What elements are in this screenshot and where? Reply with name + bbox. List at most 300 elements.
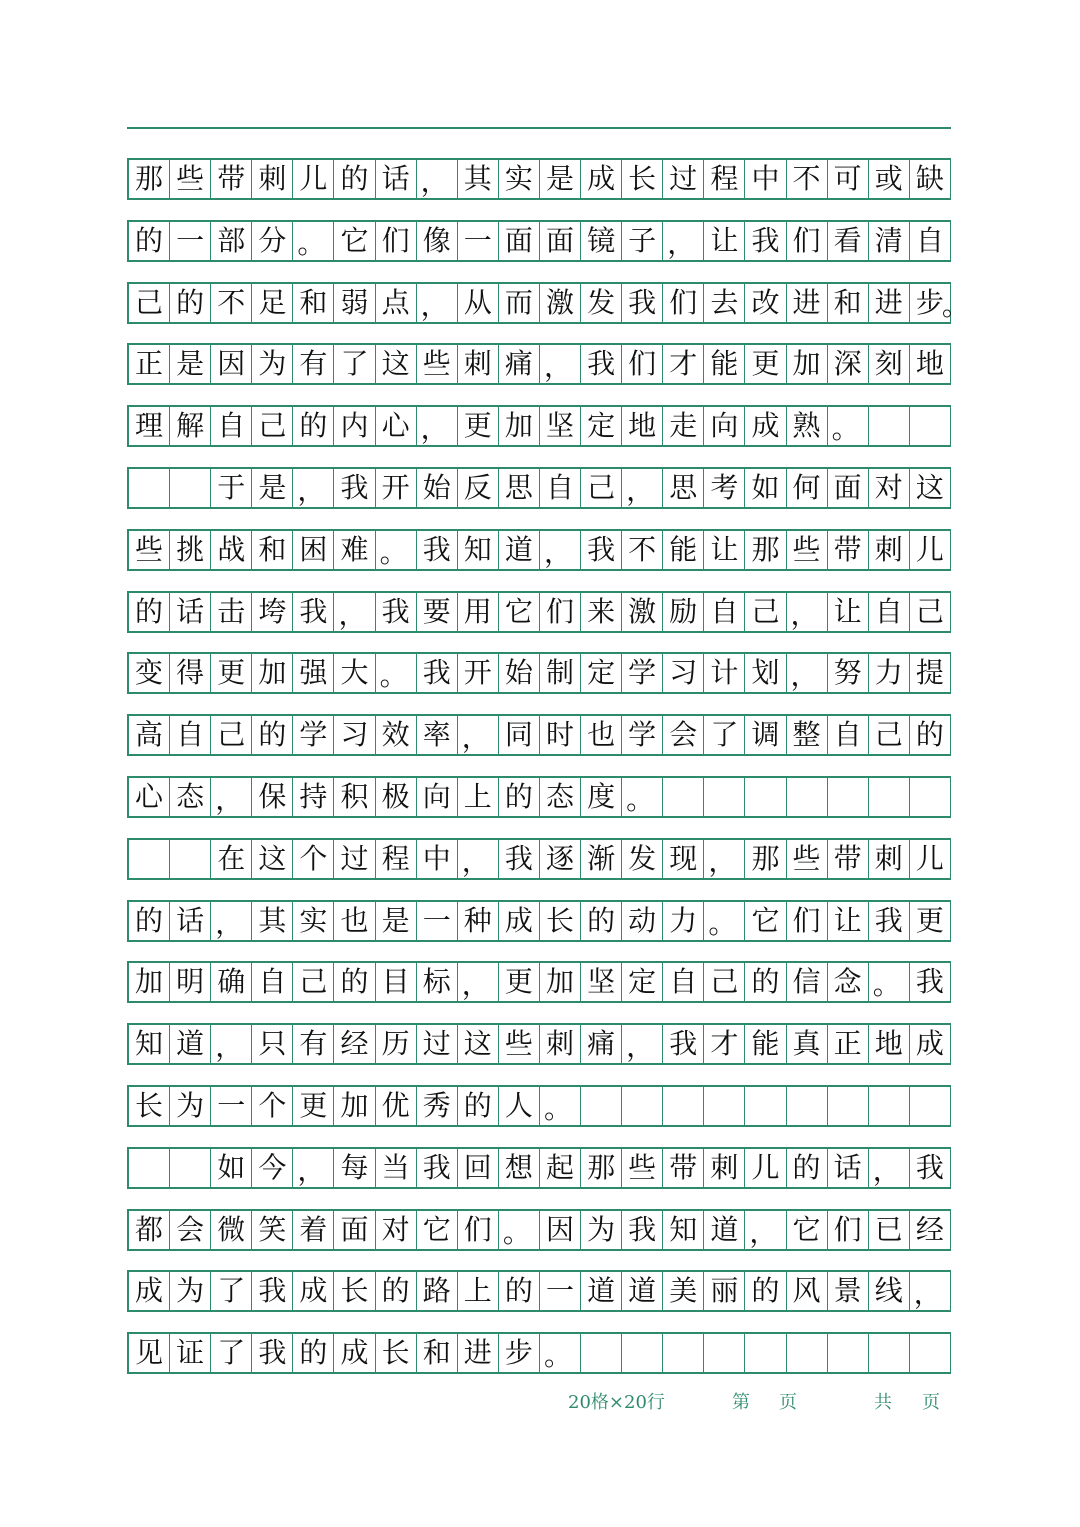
grid-cell: 过 <box>663 160 704 198</box>
grid-cell: 努 <box>828 654 869 692</box>
grid-cell <box>787 1334 828 1372</box>
grid-cell <box>663 1087 704 1125</box>
grid-cell: 因 <box>540 1211 581 1249</box>
grid-cell: 笑 <box>252 1211 293 1249</box>
grid-cell: 改 <box>745 284 786 322</box>
grid-cell: ， <box>417 284 458 322</box>
grid-cell: 地 <box>622 407 663 445</box>
grid-cell: 们 <box>622 345 663 383</box>
grid-cell: 了 <box>334 345 375 383</box>
grid-cell: 定 <box>581 654 622 692</box>
grid-cell: 进 <box>869 284 910 322</box>
grid-cell: 成 <box>745 407 786 445</box>
grid-cell: 更 <box>293 1087 334 1125</box>
grid-cell: 何 <box>787 469 828 507</box>
grid-cell: 这 <box>910 469 951 507</box>
page-number-prefix: 第 <box>732 1392 750 1413</box>
grid-cell: 些 <box>170 160 211 198</box>
grid-cell: 当 <box>376 1149 417 1187</box>
grid-cell: 。 <box>869 963 910 1001</box>
grid-cell: 更 <box>910 902 951 940</box>
grid-cell: 开 <box>458 654 499 692</box>
grid-cell: 我 <box>581 531 622 569</box>
grid-cell <box>581 1087 622 1125</box>
grid-cell: 励 <box>663 593 704 631</box>
grid-row <box>127 529 951 571</box>
grid-cell: 景 <box>828 1272 869 1310</box>
grid-cell: 些 <box>787 531 828 569</box>
grid-cell: 经 <box>910 1211 951 1249</box>
grid-cell: 痛 <box>499 345 540 383</box>
grid-row <box>127 591 951 633</box>
grid-cell: 调 <box>745 716 786 754</box>
grid-cell: 话 <box>828 1149 869 1187</box>
grid-cell: 我 <box>376 593 417 631</box>
grid-cell <box>869 778 910 816</box>
grid-cell: 加 <box>334 1087 375 1125</box>
grid-cell: 程 <box>704 160 745 198</box>
grid-cell: 道 <box>704 1211 745 1249</box>
grid-cell: 想 <box>499 1149 540 1187</box>
grid-cell: 从 <box>458 284 499 322</box>
grid-cell: 起 <box>540 1149 581 1187</box>
grid-cell: 自 <box>828 716 869 754</box>
grid-cell <box>828 1334 869 1372</box>
grid-cell: 长 <box>376 1334 417 1372</box>
grid-cell: 清 <box>869 222 910 260</box>
grid-cell: 定 <box>581 407 622 445</box>
grid-cell <box>170 1149 211 1187</box>
grid-row <box>127 282 970 324</box>
grid-cell: 去 <box>704 284 745 322</box>
grid-cell: 同 <box>499 716 540 754</box>
grid-cell: 是 <box>170 345 211 383</box>
grid-cell: 或 <box>869 160 910 198</box>
grid-cell: 见 <box>129 1334 170 1372</box>
grid-cell: ， <box>458 963 499 1001</box>
grid-cell: 带 <box>828 840 869 878</box>
overflow-punctuation: 。 <box>941 288 970 322</box>
grid-cell: 些 <box>622 1149 663 1187</box>
grid-cell: 它 <box>745 902 786 940</box>
grid-cell: 自 <box>211 407 252 445</box>
grid-cell: 熟 <box>787 407 828 445</box>
grid-cell: 也 <box>581 716 622 754</box>
grid-cell: 让 <box>704 222 745 260</box>
grid-cell: 我 <box>417 531 458 569</box>
grid-cell: 了 <box>211 1334 252 1372</box>
grid-cell: 着 <box>293 1211 334 1249</box>
grid-cell: 话 <box>170 902 211 940</box>
grid-cell: 种 <box>458 902 499 940</box>
grid-cell: 发 <box>622 840 663 878</box>
grid-cell: 美 <box>663 1272 704 1310</box>
grid-cell: 那 <box>745 840 786 878</box>
grid-cell: 刺 <box>458 345 499 383</box>
grid-cell: 自 <box>910 222 951 260</box>
manuscript-grid <box>127 158 970 1394</box>
grid-cell <box>745 1087 786 1125</box>
grid-cell: 。 <box>828 407 869 445</box>
grid-cell: 动 <box>622 902 663 940</box>
page-total-prefix: 共 <box>874 1392 892 1413</box>
grid-cell: 学 <box>622 716 663 754</box>
grid-cell: 一 <box>417 902 458 940</box>
grid-row <box>127 467 951 509</box>
grid-cell: 长 <box>540 902 581 940</box>
grid-cell: 知 <box>458 531 499 569</box>
grid-cell: 步 <box>499 1334 540 1372</box>
grid-row <box>127 776 951 818</box>
grid-cell: 自 <box>869 593 910 631</box>
grid-cell: ， <box>910 1272 951 1310</box>
grid-cell: 持 <box>293 778 334 816</box>
grid-cell: 为 <box>252 345 293 383</box>
grid-cell: 过 <box>417 1025 458 1063</box>
grid-cell: 那 <box>745 531 786 569</box>
grid-cell: 而 <box>499 284 540 322</box>
grid-cell: 面 <box>499 222 540 260</box>
grid-cell: 现 <box>663 840 704 878</box>
grid-cell: ， <box>663 222 704 260</box>
grid-cell: 己 <box>704 963 745 1001</box>
grid-cell: 那 <box>129 160 170 198</box>
grid-cell: 我 <box>334 469 375 507</box>
grid-cell: 长 <box>129 1087 170 1125</box>
grid-cell: 度 <box>581 778 622 816</box>
grid-cell: 态 <box>540 778 581 816</box>
grid-cell: 效 <box>376 716 417 754</box>
page-number-suffix: 页 <box>779 1392 797 1413</box>
grid-cell: 的 <box>334 963 375 1001</box>
grid-cell: 更 <box>211 654 252 692</box>
grid-cell: 了 <box>211 1272 252 1310</box>
grid-cell: 我 <box>869 902 910 940</box>
grid-cell: 知 <box>129 1025 170 1063</box>
grid-cell: 深 <box>828 345 869 383</box>
grid-cell: 对 <box>869 469 910 507</box>
grid-cell: 向 <box>417 778 458 816</box>
grid-row <box>127 220 951 262</box>
grid-cell: 定 <box>622 963 663 1001</box>
grid-cell: 它 <box>787 1211 828 1249</box>
grid-cell: 了 <box>704 716 745 754</box>
grid-cell: 我 <box>745 222 786 260</box>
grid-cell: 为 <box>581 1211 622 1249</box>
grid-cell: 足 <box>252 284 293 322</box>
grid-cell: 率 <box>417 716 458 754</box>
grid-cell: ， <box>293 1149 334 1187</box>
grid-cell: 力 <box>663 902 704 940</box>
grid-cell: 步 。 <box>910 284 951 322</box>
grid-cell: 标 <box>417 963 458 1001</box>
grid-cell: 的 <box>458 1087 499 1125</box>
grid-cell: 加 <box>787 345 828 383</box>
grid-cell: 习 <box>663 654 704 692</box>
grid-cell: 真 <box>787 1025 828 1063</box>
grid-cell: 可 <box>828 160 869 198</box>
grid-cell <box>828 1087 869 1125</box>
grid-cell: ， <box>540 531 581 569</box>
grid-cell: 成 <box>499 902 540 940</box>
grid-cell: 。 <box>540 1087 581 1125</box>
grid-cell: 带 <box>663 1149 704 1187</box>
grid-cell: 儿 <box>910 531 951 569</box>
grid-cell <box>129 840 170 878</box>
grid-cell: 思 <box>663 469 704 507</box>
grid-spec-label: 20格×20行 <box>568 1392 665 1413</box>
grid-cell: 路 <box>417 1272 458 1310</box>
grid-cell: 上 <box>458 778 499 816</box>
grid-cell: 发 <box>581 284 622 322</box>
grid-cell: 自 <box>170 716 211 754</box>
grid-cell: 激 <box>622 593 663 631</box>
grid-cell: ， <box>458 840 499 878</box>
grid-cell: 部 <box>211 222 252 260</box>
grid-cell: 它 <box>499 593 540 631</box>
grid-cell: 为 <box>170 1272 211 1310</box>
grid-cell: 带 <box>828 531 869 569</box>
grid-cell: 进 <box>787 284 828 322</box>
grid-cell: 的 <box>334 160 375 198</box>
grid-cell: 丽 <box>704 1272 745 1310</box>
grid-row <box>127 1085 951 1127</box>
grid-cell: 一 <box>540 1272 581 1310</box>
grid-cell: 刺 <box>704 1149 745 1187</box>
grid-cell <box>787 778 828 816</box>
grid-cell <box>129 1149 170 1187</box>
grid-cell: 只 <box>252 1025 293 1063</box>
grid-cell: 自 <box>663 963 704 1001</box>
grid-cell: 强 <box>293 654 334 692</box>
grid-cell: 才 <box>704 1025 745 1063</box>
grid-cell: 的 <box>787 1149 828 1187</box>
grid-cell: 缺 <box>910 160 951 198</box>
grid-cell: 上 <box>458 1272 499 1310</box>
grid-cell: 成 <box>293 1272 334 1310</box>
grid-cell: 是 <box>540 160 581 198</box>
grid-cell: 我 <box>417 654 458 692</box>
grid-cell <box>704 1087 745 1125</box>
grid-cell: 微 <box>211 1211 252 1249</box>
grid-cell: 的 <box>910 716 951 754</box>
grid-cell: 它 <box>334 222 375 260</box>
grid-cell: 计 <box>704 654 745 692</box>
grid-cell: ， <box>211 778 252 816</box>
grid-cell: 的 <box>499 1272 540 1310</box>
grid-cell: 。 <box>293 222 334 260</box>
grid-cell: 学 <box>622 654 663 692</box>
grid-cell: 这 <box>376 345 417 383</box>
grid-cell: 己 <box>211 716 252 754</box>
grid-cell: 的 <box>293 407 334 445</box>
grid-cell: 们 <box>787 222 828 260</box>
grid-cell: 对 <box>376 1211 417 1249</box>
grid-cell: 儿 <box>293 160 334 198</box>
grid-cell: 能 <box>745 1025 786 1063</box>
grid-cell: 。 <box>622 778 663 816</box>
grid-cell: 子 <box>622 222 663 260</box>
grid-cell: 渐 <box>581 840 622 878</box>
grid-cell: 大 <box>334 654 375 692</box>
grid-cell: 我 <box>910 1149 951 1187</box>
grid-cell: 我 <box>252 1272 293 1310</box>
grid-cell: 会 <box>170 1211 211 1249</box>
grid-cell: 如 <box>745 469 786 507</box>
grid-cell: 积 <box>334 778 375 816</box>
grid-cell: 走 <box>663 407 704 445</box>
grid-cell: 们 <box>828 1211 869 1249</box>
grid-cell: 的 <box>129 902 170 940</box>
grid-cell: 自 <box>704 593 745 631</box>
grid-cell: 刺 <box>252 160 293 198</box>
grid-row <box>127 1209 951 1251</box>
grid-cell: 垮 <box>252 593 293 631</box>
grid-cell: 能 <box>704 345 745 383</box>
grid-cell: 有 <box>293 1025 334 1063</box>
grid-cell: 。 <box>499 1211 540 1249</box>
grid-cell: 中 <box>745 160 786 198</box>
grid-cell: 学 <box>293 716 334 754</box>
grid-cell: 我 <box>252 1334 293 1372</box>
grid-cell: 进 <box>458 1334 499 1372</box>
grid-cell: 时 <box>540 716 581 754</box>
grid-cell <box>129 469 170 507</box>
grid-cell <box>663 778 704 816</box>
grid-cell: 自 <box>252 963 293 1001</box>
grid-cell <box>869 1087 910 1125</box>
grid-cell: 己 <box>869 716 910 754</box>
grid-cell: 们 <box>663 284 704 322</box>
grid-cell: 整 <box>787 716 828 754</box>
grid-cell: 和 <box>417 1334 458 1372</box>
grid-cell <box>745 1334 786 1372</box>
grid-cell: 面 <box>828 469 869 507</box>
grid-cell <box>745 778 786 816</box>
grid-cell: 弱 <box>334 284 375 322</box>
grid-cell: 程 <box>376 840 417 878</box>
grid-cell: ， <box>334 593 375 631</box>
grid-cell: 逐 <box>540 840 581 878</box>
grid-cell: 用 <box>458 593 499 631</box>
grid-cell: ， <box>211 902 252 940</box>
grid-cell: 为 <box>170 1087 211 1125</box>
grid-cell: ， <box>704 840 745 878</box>
grid-cell: 保 <box>252 778 293 816</box>
grid-cell: 得 <box>170 654 211 692</box>
grid-cell: 些 <box>499 1025 540 1063</box>
grid-cell: 儿 <box>745 1149 786 1187</box>
grid-cell: 反 <box>458 469 499 507</box>
grid-row <box>127 900 951 942</box>
grid-cell: ， <box>622 469 663 507</box>
grid-cell: 刺 <box>540 1025 581 1063</box>
grid-cell: 习 <box>334 716 375 754</box>
grid-cell: 历 <box>376 1025 417 1063</box>
grid-cell: 在 <box>211 840 252 878</box>
grid-cell: 考 <box>704 469 745 507</box>
grid-cell: 人 <box>499 1087 540 1125</box>
grid-cell: 的 <box>252 716 293 754</box>
page-footer <box>127 1388 951 1412</box>
grid-cell: 都 <box>129 1211 170 1249</box>
grid-cell: 其 <box>252 902 293 940</box>
grid-cell: 目 <box>376 963 417 1001</box>
grid-row <box>127 1270 951 1312</box>
grid-row <box>127 961 951 1003</box>
grid-cell: 正 <box>828 1025 869 1063</box>
grid-cell: 的 <box>581 902 622 940</box>
grid-cell: 长 <box>334 1272 375 1310</box>
grid-cell: 加 <box>499 407 540 445</box>
grid-cell: 心 <box>376 407 417 445</box>
grid-cell: 开 <box>376 469 417 507</box>
grid-cell: 话 <box>170 593 211 631</box>
grid-cell: 自 <box>540 469 581 507</box>
grid-cell <box>869 407 910 445</box>
grid-cell: 道 <box>170 1025 211 1063</box>
grid-cell: 和 <box>828 284 869 322</box>
grid-cell: 会 <box>663 716 704 754</box>
grid-cell <box>787 1087 828 1125</box>
grid-cell: ， <box>787 654 828 692</box>
grid-cell: 于 <box>211 469 252 507</box>
grid-cell: 让 <box>828 593 869 631</box>
grid-cell: 道 <box>499 531 540 569</box>
grid-cell: 成 <box>334 1334 375 1372</box>
grid-cell: 我 <box>499 840 540 878</box>
grid-cell: 成 <box>129 1272 170 1310</box>
grid-cell: 我 <box>910 963 951 1001</box>
grid-cell: 点 <box>376 284 417 322</box>
grid-cell <box>910 407 951 445</box>
grid-row <box>127 1147 951 1189</box>
grid-cell: 高 <box>129 716 170 754</box>
grid-cell: 其 <box>458 160 499 198</box>
grid-cell: 和 <box>252 531 293 569</box>
grid-cell: 些 <box>417 345 458 383</box>
grid-cell: 有 <box>293 345 334 383</box>
grid-cell: 坚 <box>581 963 622 1001</box>
page-total-suffix: 页 <box>922 1392 940 1413</box>
grid-cell: 的 <box>745 963 786 1001</box>
grid-row <box>127 652 951 694</box>
grid-cell: 一 <box>170 222 211 260</box>
grid-cell: 它 <box>417 1211 458 1249</box>
grid-cell: 我 <box>417 1149 458 1187</box>
grid-cell <box>828 778 869 816</box>
grid-cell: ， <box>540 345 581 383</box>
grid-cell: 们 <box>540 593 581 631</box>
grid-cell: 话 <box>376 160 417 198</box>
grid-cell: 刺 <box>869 531 910 569</box>
grid-cell: 一 <box>211 1087 252 1125</box>
grid-cell: 的 <box>293 1334 334 1372</box>
grid-cell <box>170 840 211 878</box>
top-rule <box>127 127 951 129</box>
grid-cell: 制 <box>540 654 581 692</box>
grid-cell: 才 <box>663 345 704 383</box>
grid-row <box>127 343 951 385</box>
grid-cell: 我 <box>581 345 622 383</box>
grid-cell: 加 <box>540 963 581 1001</box>
grid-cell: 是 <box>376 902 417 940</box>
grid-cell: 线 <box>869 1272 910 1310</box>
grid-cell: ， <box>293 469 334 507</box>
grid-cell: 风 <box>787 1272 828 1310</box>
grid-cell: 始 <box>417 469 458 507</box>
grid-cell: 确 <box>211 963 252 1001</box>
